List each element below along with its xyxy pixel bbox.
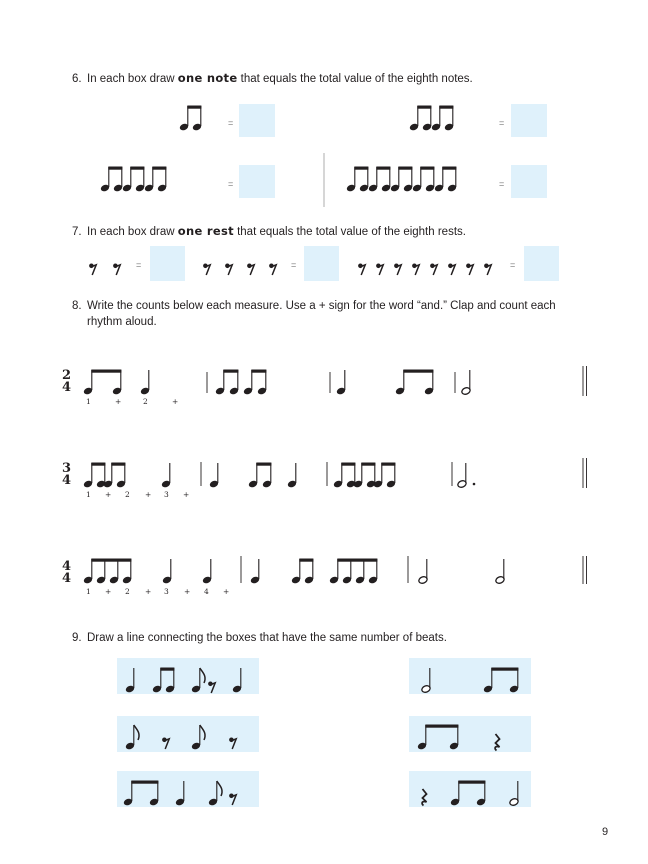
note-beam [354, 167, 368, 170]
count-label: 1 [86, 490, 91, 499]
count-label: 2 [125, 587, 130, 596]
question-text: that equals the total value of the eighth notes. [237, 73, 473, 85]
question-text: In each box draw [87, 226, 178, 238]
eighth-rest [359, 264, 366, 275]
count-label: + [145, 490, 152, 499]
eighth-rest [377, 264, 384, 275]
note-beam [381, 463, 395, 466]
equals-sign: = [291, 260, 297, 270]
eighth-rest [270, 264, 277, 275]
count-label: + [172, 397, 179, 406]
eighth-rest [204, 264, 211, 275]
note-beam [299, 559, 313, 562]
count-label: + [183, 490, 190, 499]
count-label: + [223, 587, 230, 596]
answer-box[interactable] [239, 104, 275, 137]
time-signature-top: 4 [62, 559, 72, 574]
count-label: 2 [143, 397, 148, 406]
note-beam [361, 463, 375, 466]
equals-sign: = [228, 179, 234, 189]
note-beam [398, 167, 412, 170]
count-label: + [105, 587, 112, 596]
count-label: + [115, 397, 122, 406]
equals-sign: = [228, 118, 234, 128]
note-beam [337, 559, 377, 562]
match-box-right-2[interactable] [409, 716, 531, 752]
dot [473, 483, 476, 486]
match-box-left-3[interactable] [117, 771, 259, 807]
count-label: + [105, 490, 112, 499]
note-beam [458, 781, 485, 784]
note-beam [152, 167, 166, 170]
count-label: 4 [204, 587, 209, 596]
note-beam [131, 781, 158, 784]
time-signature-bottom: 4 [62, 571, 72, 586]
time-signature-bottom: 4 [62, 473, 72, 488]
note-beam [130, 167, 144, 170]
question-emphasis: one note [177, 71, 238, 85]
question-text: Write the counts below each measure. Use a + sign for the word “and.” Clap and count each [87, 300, 556, 312]
note-beam [256, 463, 271, 466]
answer-box[interactable] [524, 246, 559, 281]
answer-box[interactable] [511, 165, 547, 198]
equals-sign: = [499, 118, 505, 128]
count-label: 3 [164, 587, 169, 596]
note-beam [420, 167, 434, 170]
answer-box[interactable] [150, 246, 185, 281]
note-beam [439, 106, 453, 109]
eighth-rest [449, 264, 456, 275]
eighth-rest [226, 264, 233, 275]
equals-sign: = [510, 260, 516, 270]
time-signature-top: 3 [62, 461, 72, 476]
count-label: 1 [86, 587, 91, 596]
note-beam [91, 559, 131, 562]
count-label: 1 [86, 397, 91, 406]
eighth-rest [248, 264, 255, 275]
eighth-rest [395, 264, 402, 275]
question-number: 6. [72, 73, 82, 85]
count-label: 3 [164, 490, 169, 499]
time-signature-top: 2 [62, 368, 72, 383]
question-emphasis: one rest [177, 224, 234, 238]
answer-box[interactable] [511, 104, 547, 137]
note-beam [160, 668, 174, 671]
question-text: In each box draw [87, 73, 178, 85]
note-beam [403, 370, 433, 373]
note-beam [341, 463, 355, 466]
question-number: 9. [72, 632, 82, 644]
note-beam [442, 167, 456, 170]
equals-sign: = [136, 260, 142, 270]
question-text: that equals the total value of the eighth rests. [233, 226, 466, 238]
equals-sign: = [499, 179, 505, 189]
note-beam [376, 167, 390, 170]
question-number: 7. [72, 226, 82, 238]
eighth-rest [90, 264, 97, 275]
note-beam [108, 167, 122, 170]
note-beam [223, 370, 238, 373]
count-label: 2 [125, 490, 130, 499]
count-label: + [145, 587, 152, 596]
time-signature-bottom: 4 [62, 380, 72, 395]
eighth-rest [431, 264, 438, 275]
question-text-continued: rhythm aloud. [87, 316, 157, 328]
eighth-rest [467, 264, 474, 275]
eighth-rest [413, 264, 420, 275]
note-beam [251, 370, 266, 373]
answer-box[interactable] [304, 246, 339, 281]
answer-box[interactable] [239, 165, 275, 198]
note-beam [425, 725, 458, 728]
eighth-rest [114, 264, 121, 275]
count-label: + [184, 587, 191, 596]
note-beam [91, 463, 105, 466]
question-number: 8. [72, 300, 82, 312]
note-beam [111, 463, 125, 466]
question-text: Draw a line connecting the boxes that have the same number of beats. [87, 632, 447, 644]
note-beam [187, 106, 201, 109]
note-beam [91, 370, 121, 373]
note-beam [491, 668, 518, 671]
page-number: 9 [602, 826, 609, 838]
eighth-rest [485, 264, 492, 275]
note-beam [417, 106, 431, 109]
